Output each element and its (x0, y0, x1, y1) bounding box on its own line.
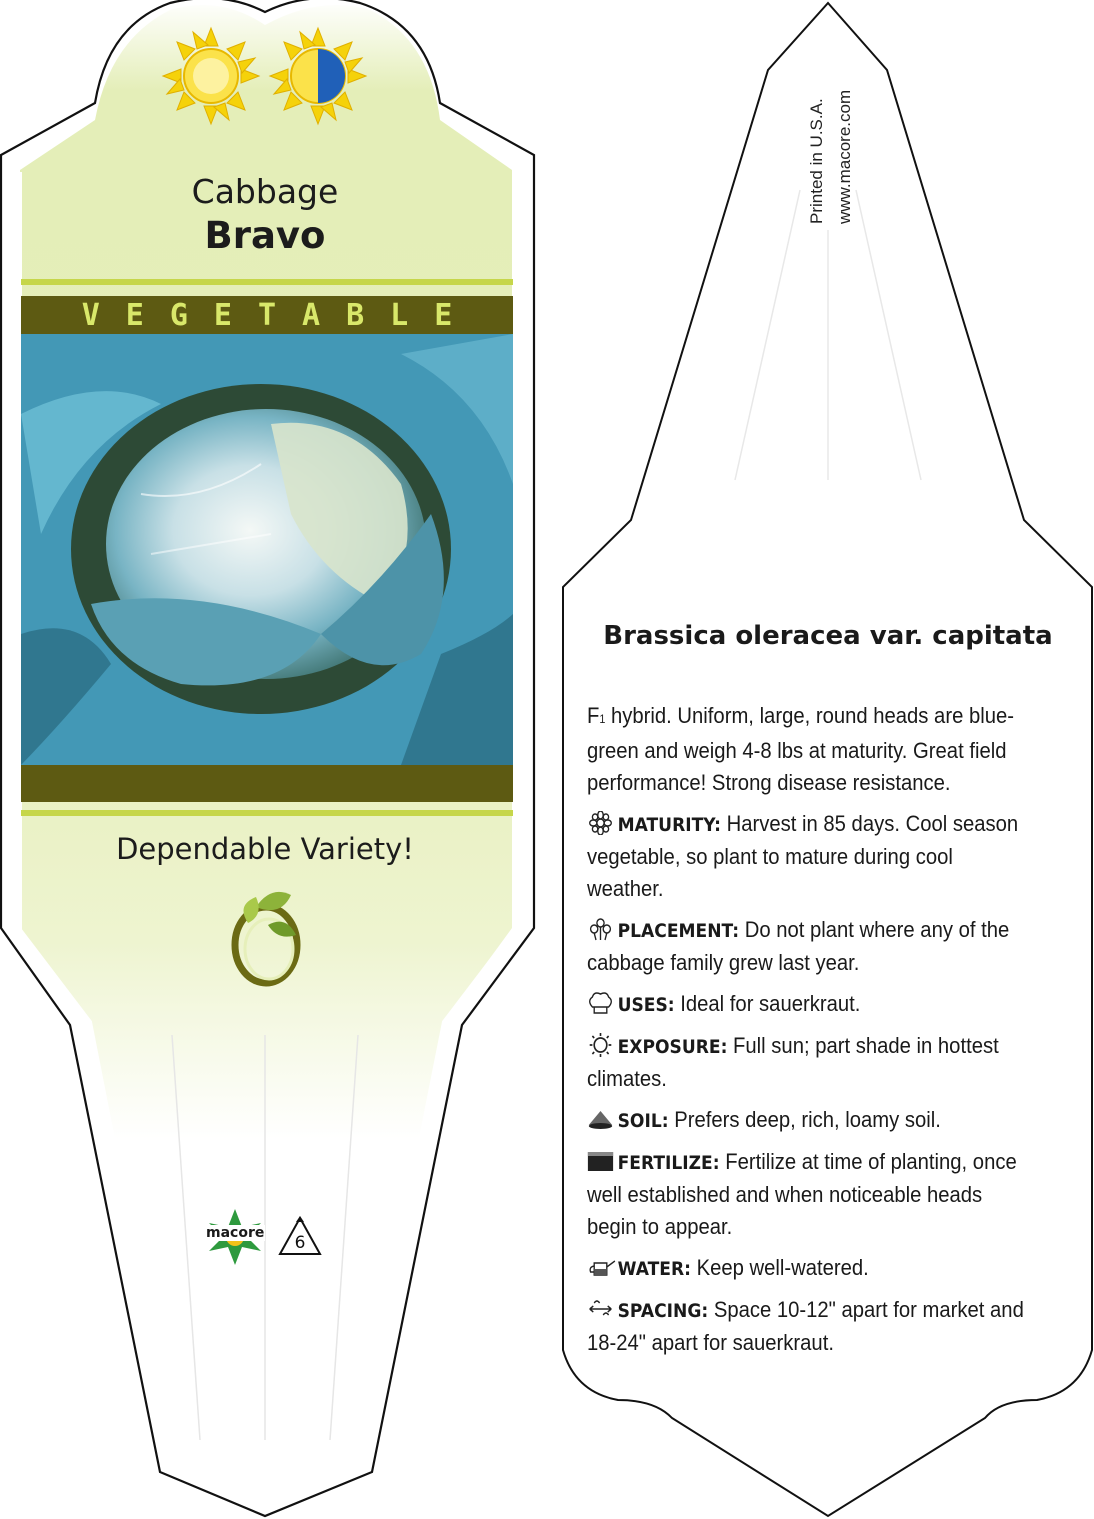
soil-section: SOIL: Prefers deep, rich, loamy soil. (587, 1104, 1028, 1137)
full-sun-icon (163, 28, 259, 124)
flower-icon (587, 811, 618, 835)
spacing-section: SPACING: Space 10-12" apart for market and 18-24" apart for sauerkraut. (587, 1297, 1024, 1355)
tagline: Dependable Variety! (116, 832, 414, 866)
chef-hat-icon (587, 991, 618, 1015)
brand-name: macore (206, 1225, 265, 1241)
sun-outline-icon (587, 1033, 618, 1057)
water-section: WATER: Keep well-watered. (587, 1252, 1028, 1285)
cabbage-photo (21, 334, 513, 765)
category-band (21, 296, 513, 334)
website: www.macore.com (835, 89, 854, 224)
exposure-section: EXPOSURE: Full sun; part shade in hottest climates. (587, 1033, 999, 1091)
npk-icon (587, 1149, 618, 1173)
placement-section: PLACEMENT: Do not plant where any of the cabbage family grew last year. (587, 917, 1010, 975)
common-name: Cabbage (191, 172, 339, 211)
botanical-name: Brassica oleracea var. capitata (603, 621, 1053, 651)
spacing-icon (587, 1297, 618, 1321)
intro-paragraph: F1 hybrid. Uniform, large, round heads are blue-green and weigh 4-8 lbs at maturity. Great field performance! Strong disease resistance. (587, 703, 1014, 795)
printed-in: Printed in U.S.A. (807, 98, 826, 224)
soil-icon (587, 1107, 618, 1131)
variety-name: Bravo (204, 214, 326, 257)
print-info (765, 62, 855, 232)
care-info (587, 700, 1028, 1368)
plants-icon (587, 917, 618, 941)
fertilize-section: FERTILIZE: Fertilize at time of planting, once well established and when noticeable heads begin to appear. (587, 1149, 1017, 1239)
maturity-section: MATURITY: Harvest in 85 days. Cool season vegetable, so plant to mature during cool weather. (587, 811, 1019, 901)
category-label: VEGETABLE (81, 297, 479, 333)
bottom-band (21, 765, 513, 802)
part-sun-icon (270, 28, 366, 124)
uses-section: USES: Ideal for sauerkraut. (587, 988, 1028, 1021)
watering-can-icon (587, 1255, 618, 1279)
recycle-code: 6 (294, 1233, 306, 1253)
